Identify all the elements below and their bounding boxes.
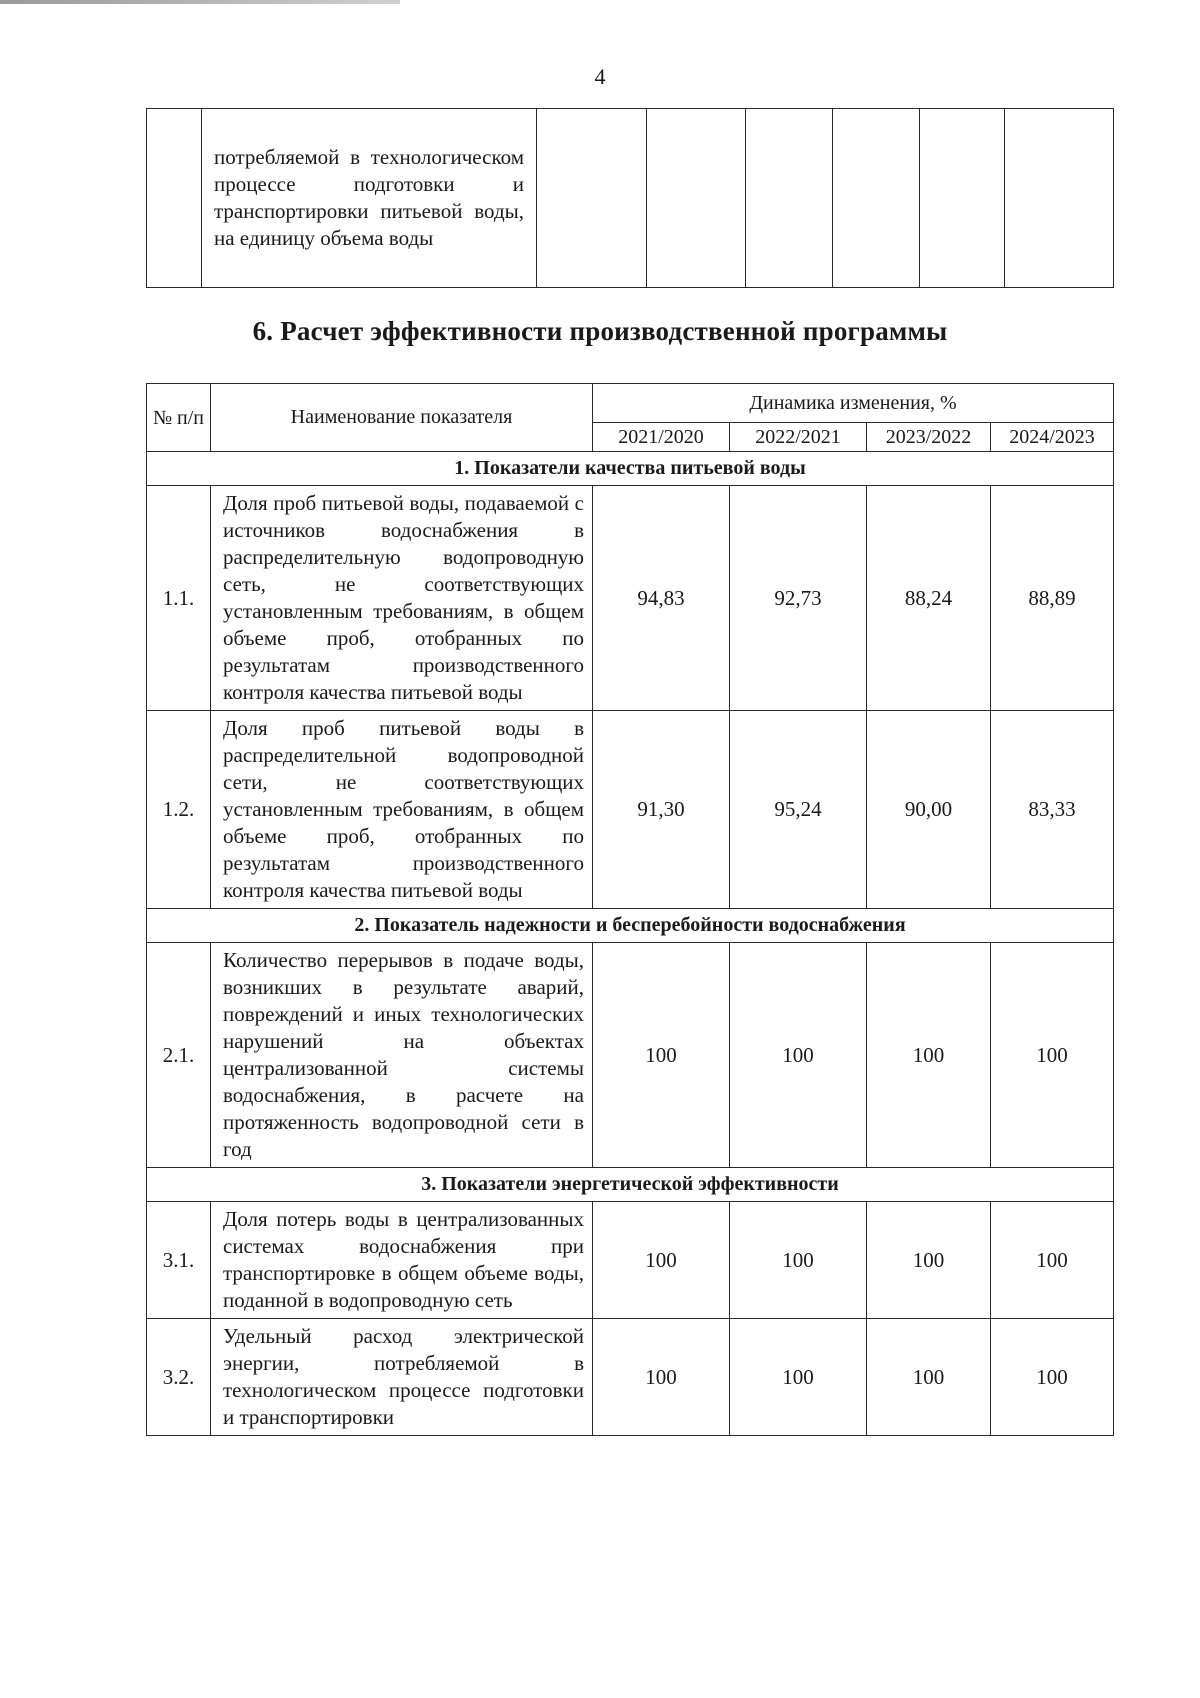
indicator-name: Доля потерь воды в централизованных системах водоснабжения при транспортировке в общем объеме воды, поданной в водопроводную сеть	[223, 1207, 584, 1312]
empty-cell	[647, 109, 746, 288]
column-header-dynamics: Динамика изменения, %	[593, 384, 1114, 423]
indicator-name-cell	[211, 1202, 593, 1319]
continuation-table	[146, 108, 1114, 288]
table-row	[147, 1319, 1114, 1436]
row-number: 1.1.	[147, 486, 211, 711]
section-title-row	[147, 909, 1114, 943]
value-cell: 100	[867, 1202, 991, 1319]
value-cell: 91,30	[593, 711, 730, 909]
row-number: 3.2.	[147, 1319, 211, 1436]
value-cell: 90,00	[867, 711, 991, 909]
value-cell: 100	[730, 943, 867, 1168]
column-header-name: Наименование показателя	[211, 384, 593, 452]
column-header-year: 2021/2020	[593, 423, 730, 452]
column-header-year: 2024/2023	[991, 423, 1114, 452]
indicator-name-cell	[211, 943, 593, 1168]
value-cell: 100	[593, 1202, 730, 1319]
section-title: 3. Показатели энергетической эффективности	[147, 1168, 1114, 1202]
row-number: 1.2.	[147, 711, 211, 909]
value-cell: 92,73	[730, 486, 867, 711]
value-cell: 100	[991, 1202, 1114, 1319]
indicator-name-cell	[211, 711, 593, 909]
table-header-row	[147, 384, 1114, 423]
row-number: 3.1.	[147, 1202, 211, 1319]
value-cell: 83,33	[991, 711, 1114, 909]
empty-cell	[746, 109, 833, 288]
value-cell: 88,24	[867, 486, 991, 711]
empty-cell	[833, 109, 920, 288]
indicator-name: Доля проб питьевой воды в распределительной водопроводной сети, не соответствующих установленным требованиям, в общем объеме проб, отобранных по результатам производственного контроля качества питьевой воды	[223, 716, 584, 902]
section-heading: 6. Расчет эффективности производственной программы	[252, 316, 948, 346]
section-title-row	[147, 452, 1114, 486]
section-title: 2. Показатель надежности и бесперебойности водоснабжения	[147, 909, 1114, 943]
page-number: 4	[594, 64, 606, 89]
value-cell: 100	[991, 943, 1114, 1168]
indicator-name: Доля проб питьевой воды, подаваемой с источников водоснабжения в распределительную водопроводную сеть, не соответствующих установленным требованиям, в общем объеме проб, отобранных по результатам производственного контроля качества питьевой воды	[223, 491, 584, 704]
indicator-name-cell	[211, 1319, 593, 1436]
table-row	[147, 109, 1114, 288]
scan-edge-mark	[0, 0, 400, 4]
indicator-name: Удельный расход электрической энергии, потребляемой в технологическом процессе подготовки и транспортировки	[223, 1324, 584, 1429]
value-cell: 100	[991, 1319, 1114, 1436]
value-cell: 100	[867, 943, 991, 1168]
value-cell: 88,89	[991, 486, 1114, 711]
value-cell: 95,24	[730, 711, 867, 909]
table-row	[147, 486, 1114, 711]
column-header-year: 2023/2022	[867, 423, 991, 452]
row-number: 2.1.	[147, 943, 211, 1168]
indicator-name: Количество перерывов в подаче воды, возникших в результате аварий, повреждений и иных технологических нарушений на объектах централизованной системы водоснабжения, в расчете на протяженность водопроводной сети в год	[223, 948, 584, 1161]
section-title-row	[147, 1168, 1114, 1202]
efficiency-table	[146, 383, 1114, 1436]
table-row	[147, 943, 1114, 1168]
continuation-text: потребляемой в технологическом процессе подготовки и транспортировки питьевой воды, на единицу объема воды	[214, 145, 524, 250]
table-row	[147, 1202, 1114, 1319]
value-cell: 100	[730, 1202, 867, 1319]
continuation-name-cell	[202, 109, 537, 288]
value-cell: 100	[593, 943, 730, 1168]
value-cell: 100	[730, 1319, 867, 1436]
table-row	[147, 711, 1114, 909]
empty-cell	[1005, 109, 1114, 288]
section-title: 1. Показатели качества питьевой воды	[147, 452, 1114, 486]
value-cell: 100	[867, 1319, 991, 1436]
empty-cell	[920, 109, 1005, 288]
value-cell: 100	[593, 1319, 730, 1436]
continuation-num-cell	[147, 109, 202, 288]
value-cell: 94,83	[593, 486, 730, 711]
column-header-year: 2022/2021	[730, 423, 867, 452]
indicator-name-cell	[211, 486, 593, 711]
column-header-number: № п/п	[147, 384, 211, 452]
empty-cell	[537, 109, 647, 288]
